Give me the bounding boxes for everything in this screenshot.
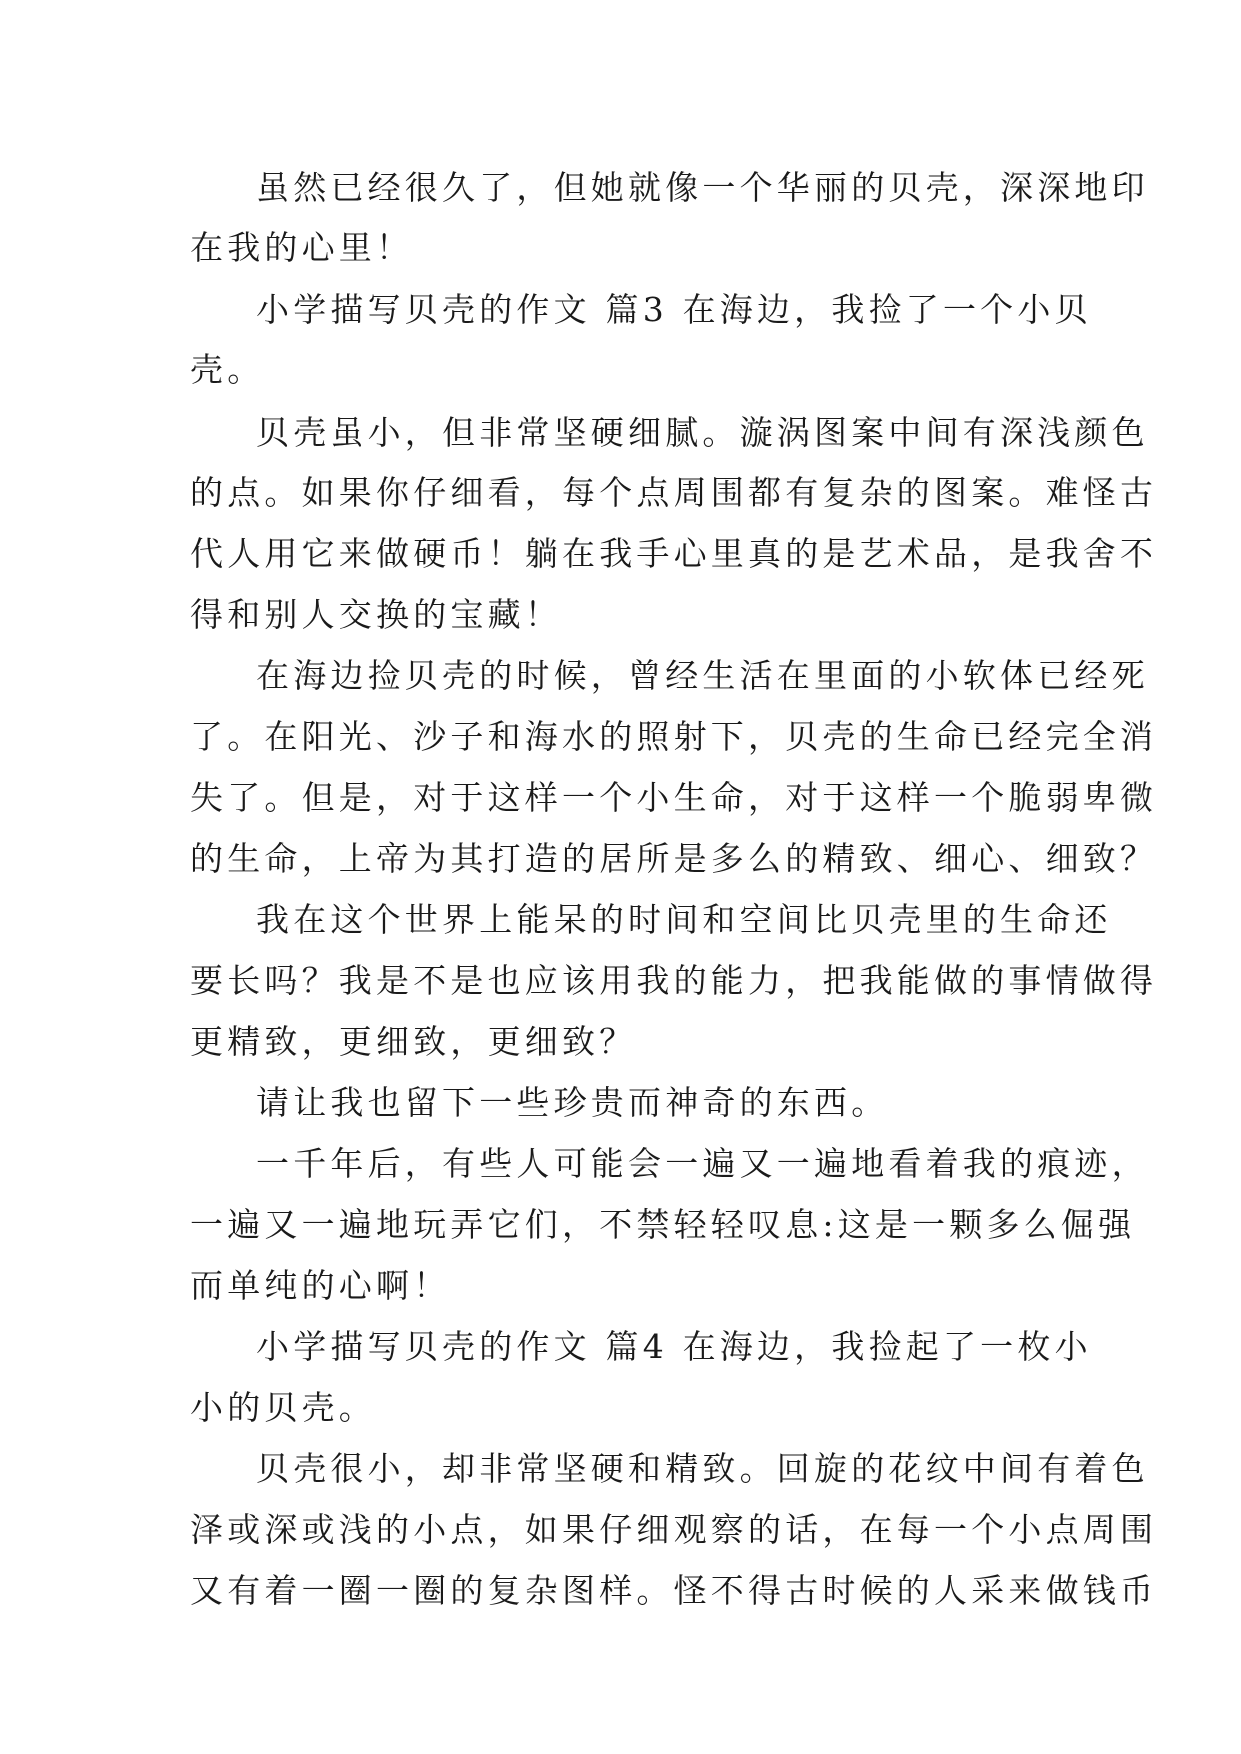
section-heading-line: 小学描写贝壳的作文 篇3 在海边，我捡了一个小贝: [256, 290, 1092, 329]
text-line: 贝壳很小，却非常坚硬和精致。回旋的花纹中间有着色: [256, 1449, 1149, 1488]
text-line: 代人用它来做硬币！躺在我手心里真的是艺术品，是我舍不: [190, 534, 1158, 573]
text-line: 我在这个世界上能呆的时间和空间比贝壳里的生命还: [256, 900, 1112, 939]
text-line: 得和别人交换的宝藏！: [190, 595, 562, 634]
text-line: 要长吗？我是不是也应该用我的能力，把我能做的事情做得: [190, 961, 1158, 1000]
text-line: 在海边捡贝壳的时候，曾经生活在里面的小软体已经死: [256, 656, 1149, 695]
text-line: 的生命，上帝为其打造的居所是多么的精致、细心、细致？: [190, 839, 1158, 878]
text-line: 壳。: [190, 350, 265, 389]
section-heading-line: 小学描写贝壳的作文 篇4 在海边，我捡起了一枚小: [256, 1327, 1092, 1366]
text-line: 小的贝壳。: [190, 1388, 376, 1427]
text-line: 又有着一圈一圈的复杂图样。怪不得古时候的人采来做钱币: [190, 1571, 1158, 1610]
text-line: 而单纯的心啊！: [190, 1266, 451, 1305]
text-line: 在我的心里！: [190, 228, 414, 267]
text-line: 失了。但是，对于这样一个小生命，对于这样一个脆弱卑微: [190, 778, 1158, 817]
text-line: 了。在阳光、沙子和海水的照射下，贝壳的生命已经完全消: [190, 717, 1158, 756]
text-line: 贝壳虽小，但非常坚硬细腻。漩涡图案中间有深浅颜色: [256, 413, 1149, 452]
text-line: 一遍又一遍地玩弄它们，不禁轻轻叹息:这是一颗多么倔强: [190, 1205, 1136, 1244]
text-line: 请让我也留下一些珍贵而神奇的东西。: [256, 1083, 889, 1122]
text-line: 更精致，更细致，更细致？: [190, 1022, 637, 1061]
text-line: 的点。如果你仔细看，每个点周围都有复杂的图案。难怪古: [190, 473, 1158, 512]
text-line: 虽然已经很久了，但她就像一个华丽的贝壳，深深地印: [256, 168, 1149, 207]
text-line: 泽或深或浅的小点，如果仔细观察的话，在每一个小点周围: [190, 1510, 1158, 1549]
text-line: 一千年后，有些人可能会一遍又一遍地看着我的痕迹，: [256, 1144, 1149, 1183]
